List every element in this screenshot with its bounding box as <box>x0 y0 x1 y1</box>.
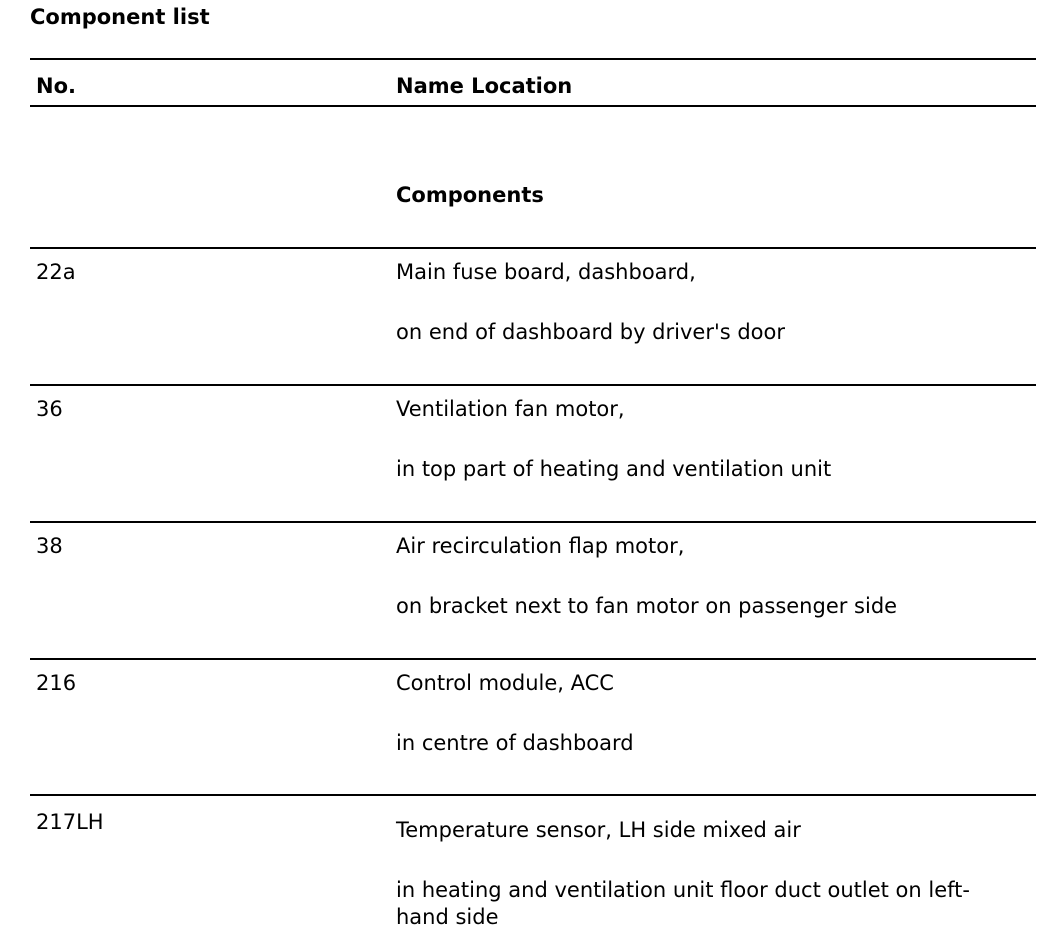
section-title: Components <box>396 183 544 207</box>
row-location: on bracket next to fan motor on passenger side <box>396 594 898 618</box>
row-name: Temperature sensor, LH side mixed air <box>396 818 801 842</box>
row-number: 38 <box>36 534 63 558</box>
row-divider <box>30 794 1036 796</box>
row-location-line-2: hand side <box>396 905 499 929</box>
row-number: 217LH <box>36 810 104 834</box>
column-header-name-location: Name Location <box>396 74 573 98</box>
header-top-rule <box>30 58 1036 60</box>
row-location: in centre of dashboard <box>396 731 634 755</box>
column-header-no: No. <box>36 74 76 98</box>
row-number: 22a <box>36 260 76 284</box>
row-name: Main fuse board, dashboard, <box>396 260 696 284</box>
row-divider <box>30 384 1036 386</box>
row-number: 216 <box>36 671 77 695</box>
row-divider <box>30 521 1036 523</box>
row-number: 36 <box>36 397 63 421</box>
row-divider <box>30 247 1036 249</box>
row-name: Control module, ACC <box>396 671 614 695</box>
page-title: Component list <box>30 5 210 29</box>
row-location-line-1: in heating and ventilation unit floor duct outlet on left- <box>396 878 970 902</box>
row-location: on end of dashboard by driver's door <box>396 320 786 344</box>
row-name: Air recirculation flap motor, <box>396 534 685 558</box>
header-bottom-rule <box>30 105 1036 107</box>
row-location: in top part of heating and ventilation unit <box>396 457 832 481</box>
row-name: Ventilation fan motor, <box>396 397 625 421</box>
row-divider <box>30 658 1036 660</box>
